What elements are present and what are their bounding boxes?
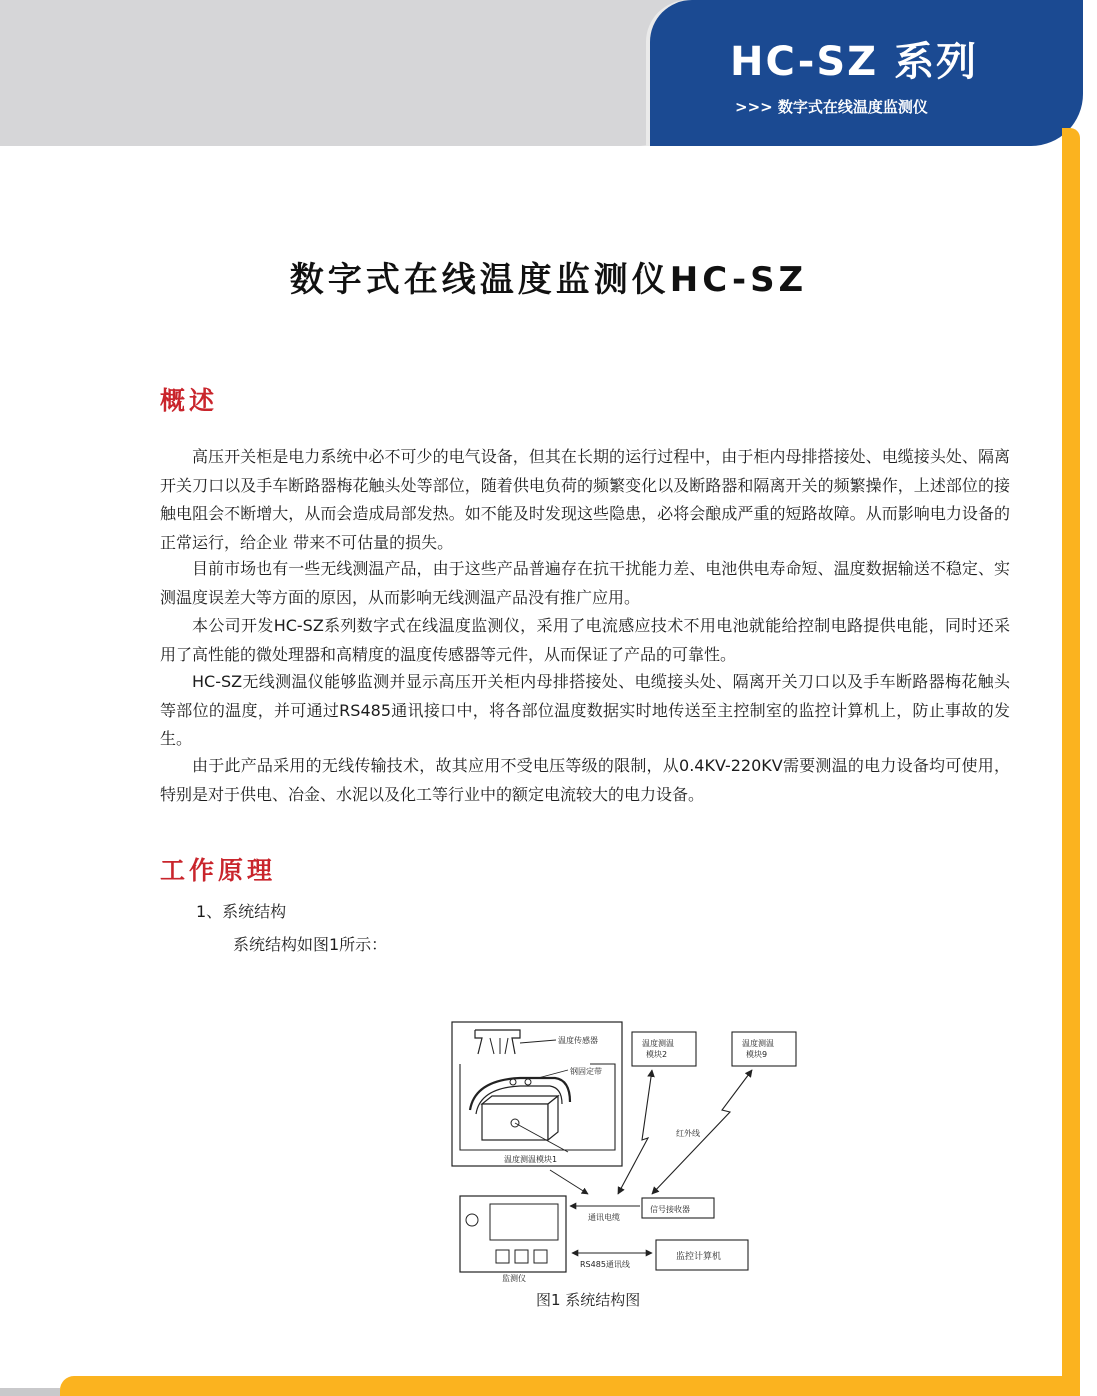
overview-paragraph: 高压开关柜是电力系统中必不可少的电气设备，但其在长期的运行过程中，由于柜内母排搭接处、电缆接头处、隔离开关刀口以及手车断路器梅花触头处等部位，随着供电负荷的频繁变化以及断路器和隔离开关的频繁操作，上述部位的接触电阻会不断增大，从而会造成局部发热。如不能及时发现这些隐患，必将会酿成严重的短路故障。从而影响电力设备的正常运行，给企业 带来不可估量的损失。 xyxy=(160,447,1010,552)
system-structure-diagram xyxy=(420,1010,840,1310)
label-infrared: 红外线 xyxy=(676,1129,700,1138)
label-module9-line1: 温度测温 xyxy=(742,1039,774,1048)
monitor-block xyxy=(460,1196,566,1272)
module9-box xyxy=(732,1032,796,1066)
wireless-link-module2 xyxy=(618,1070,652,1194)
header-gray-band xyxy=(0,0,720,146)
subsection-system-structure: 1、系统结构 xyxy=(196,902,287,921)
overview-paragraph: 目前市场也有一些无线测温产品，由于这些产品普遍存在抗干扰能力差、电池供电寿命短、温度数据输送不稳定、实测温度误差大等方面的原因，从而影响无线测温产品没有推广应用。 xyxy=(160,559,1010,607)
label-sensor: 温度传感器 xyxy=(558,1036,598,1045)
label-module1: 温度测温模块1 xyxy=(504,1155,558,1164)
brand-subtitle: >>> 数字式在线温度监测仪 xyxy=(735,98,928,116)
overview-paragraph: 由于此产品采用的无线传输技术，故其应用不受电压等级的限制，从0.4KV-220KV需要测温的电力设备均可使用，特别是对于供电、冶金、水泥以及化工等行业中的额定电流较大的电力设备。 xyxy=(160,756,1010,804)
link-module1-cable xyxy=(550,1170,588,1194)
label-comm-cable: 通讯电缆 xyxy=(588,1213,620,1222)
wireless-link-module9 xyxy=(652,1070,752,1194)
right-accent-stripe xyxy=(1062,128,1080,1396)
bottom-gray-bar xyxy=(0,1388,60,1396)
bottom-accent-stripe xyxy=(60,1376,1080,1396)
label-monitor: 监测仪 xyxy=(502,1274,526,1283)
label-receiver: 信号接收器 xyxy=(650,1205,690,1214)
page-title: 数字式在线温度监测仪HC-SZ xyxy=(289,260,808,300)
label-band: 钢固定带 xyxy=(570,1067,602,1076)
section-heading-overview: 概述 xyxy=(160,386,219,415)
label-module2-line2: 模块2 xyxy=(646,1050,668,1059)
module2-box xyxy=(632,1032,696,1066)
section-heading-principle: 工作原理 xyxy=(160,856,277,885)
label-module2-line1: 温度测温 xyxy=(642,1039,674,1048)
brand-title: HC-SZ 系列 xyxy=(730,39,979,85)
figure-caption: 图1 系统结构图 xyxy=(536,1291,641,1309)
label-computer: 监控计算机 xyxy=(676,1252,722,1262)
label-rs485: RS485通讯线 xyxy=(580,1260,630,1269)
overview-paragraph: 本公司开发HC-SZ系列数字式在线温度监测仪，采用了电流感应技术不用电池就能给控制电路提供电能，同时还采用了高性能的微处理器和高精度的温度传感器等元件，从而保证了产品的可靠性。 xyxy=(160,616,1010,664)
label-module9-line2: 模块9 xyxy=(746,1050,768,1059)
overview-paragraph: HC-SZ无线测温仪能够监测并显示高压开关柜内母排搭接处、电缆接头处、隔离开关刀口以及手车断路器梅花触头等部位的温度，并可通过RS485通讯接口中，将各部位温度数据实时地传送至主控制室的监控计算机上，防止事故的发生。 xyxy=(160,672,1010,749)
subsection-description: 系统结构如图1所示： xyxy=(233,935,388,954)
